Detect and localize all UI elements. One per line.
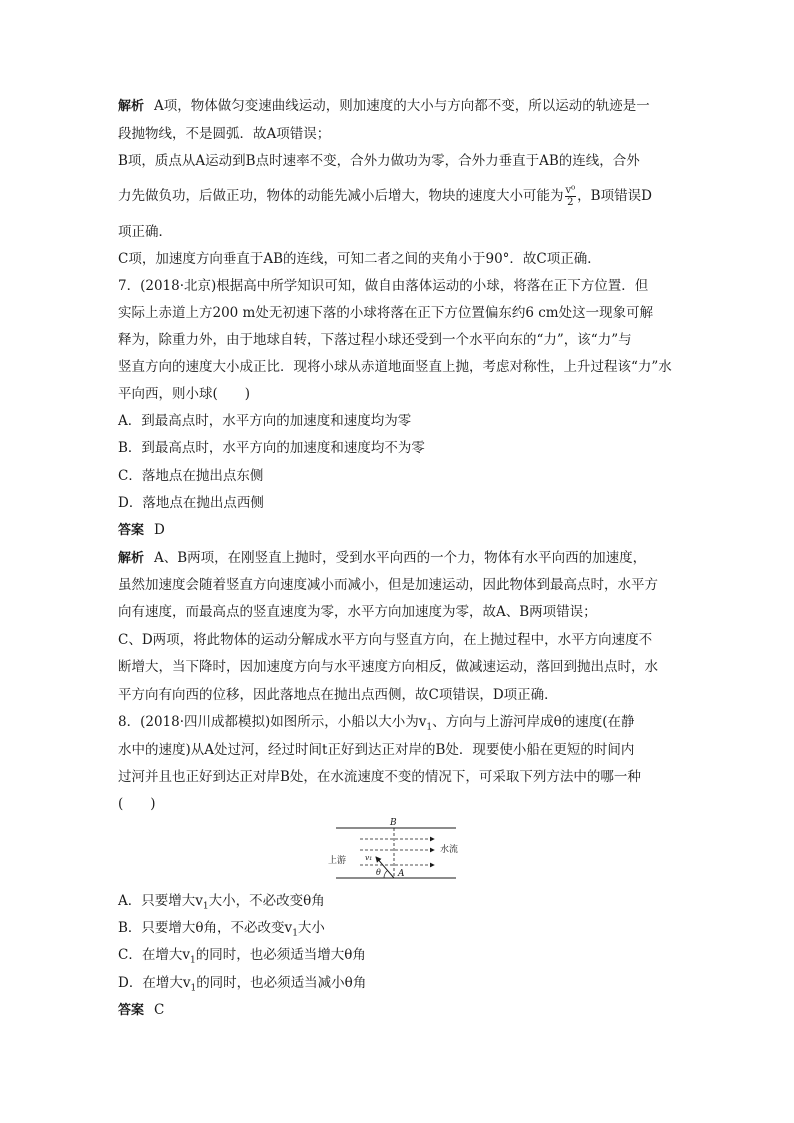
answer-label: 答案 [118,1003,145,1018]
q7-stem-line1: 7．(2018·北京)根据高中所学知识可知，做自由落体运动的小球，将落在正下方位置．但 [118,278,649,294]
sol6-line6: C项，加速度方向垂直于AB的连线，可知二者之间的夹角小于90°．故C项正确． [118,251,601,267]
q7-solution-line3: 向有速度，而最高点的竖直速度为零，水平方向加速度为零，故A、B两项错误； [118,604,597,620]
sol6-line5: 项正确． [118,224,172,240]
sol6-line3: B项，质点从A运动到B点时速率不变，合外力做功为零，合外力垂直于AB的连线，合外 [118,153,640,169]
answer-label: 答案 [118,523,145,538]
q7-stem-line2: 实际上赤道上方200 m处无初速下落的小球将落在正下方位置偏东约6 cm处这一现象可解 [118,305,654,321]
q7-stem-line4: 竖直方向的速度大小成正比．现将小球从赤道地面竖直上抛，考虑对称性，上升过程该“力”水 [118,359,672,375]
label-theta: θ [376,868,381,877]
q7-option-c: C．落地点在抛出点东侧 [118,468,264,484]
analysis-label: 解析 [118,551,145,566]
label-v1: v₁ [365,853,373,862]
q7-option-d: D．落地点在抛出点西侧 [118,495,264,511]
sol6-line2: 段抛物线，不是圆弧．故A项错误； [118,126,331,142]
q8-stem-line1: 8．(2018·四川成都模拟)如图所示，小船以大小为$v_1$、方向与上游河岸成θ的速度(在静 [118,714,635,733]
q8-stem-line4: ( ) [118,796,156,812]
label-a: A [398,869,405,879]
q7-solution-line6: 平方向有向西的位移，因此落地点在抛出点西侧，故C项错误，D项正确． [118,687,558,703]
q8-option-c: C．在增大$v_1$的同时，也必须适当增大θ角 [118,947,366,966]
q8-stem-line3: 过河并且也正好到达正对岸B处，在水流速度不变的情况下，可采取下列方法中的哪一种 [118,769,641,785]
fraction-v0-over-2: $\frac{\text{v⁰}}{2}$ [565,185,576,208]
q8-option-b: B．只要增大θ角，不必改变$v_1$大小 [118,920,325,939]
label-upstream: 上游 [328,856,347,866]
q7-stem-line3: 释为，除重力外，由于地球自转，下落过程小球还受到一个水平向东的“力”，该“力”与 [118,332,632,348]
label-b: B [390,818,397,828]
q7-solution-line5: 断增大，当下降时，因加速度方向与水平速度方向相反，做减速运动，落回到抛出点时，水 [118,659,658,675]
q7-option-b: B．到最高点时，水平方向的加速度和速度均不为零 [118,440,425,456]
q7-answer: 答案 D [118,522,165,538]
analysis-label: 解析 [118,99,145,114]
theta-angle-arc [384,871,388,879]
q8-option-a: A．只要增大$v_1$大小，不必改变θ角 [118,893,325,912]
sol6-line1: 解析 A项，物体做匀变速曲线运动，则加速度的大小与方向都不变，所以运动的轨迹是一 [118,98,650,114]
q8-stem-line2: 水中的速度)从A处过河，经过时间t正好到达正对岸的B处．现要使小船在更短的时间内 [118,742,635,758]
sol6-line4: 力先做负功，后做正功，物体的动能先减小后增大，物块的速度大小可能为 $\frac{\text{v⁰}}{2}$ ，B项错误D [118,185,652,208]
q8-option-d: D．在增大$v_1$的同时，也必须适当减小θ角 [118,975,367,994]
river-crossing-figure [326,817,466,885]
q8-answer: 答案 C [118,1002,165,1018]
q7-option-a: A．到最高点时，水平方向的加速度和速度均为零 [118,413,412,429]
label-flow: 水流 [440,845,459,855]
q7-solution-line4: C、D两项，将此物体的运动分解成水平方向与竖直方向，在上抛过程中，水平方向速度不 [118,632,653,648]
q7-solution-line1: 解析 A、B两项，在刚竖直上抛时，受到水平向西的一个力，物体有水平向西的加速度， [118,550,647,566]
q7-solution-line2: 虽然加速度会随着竖直方向速度减小而减小，但是加速运动，因此物体到最高点时，水平方 [118,577,658,593]
q7-stem-line5: 平向西，则小球( ) [118,386,251,402]
